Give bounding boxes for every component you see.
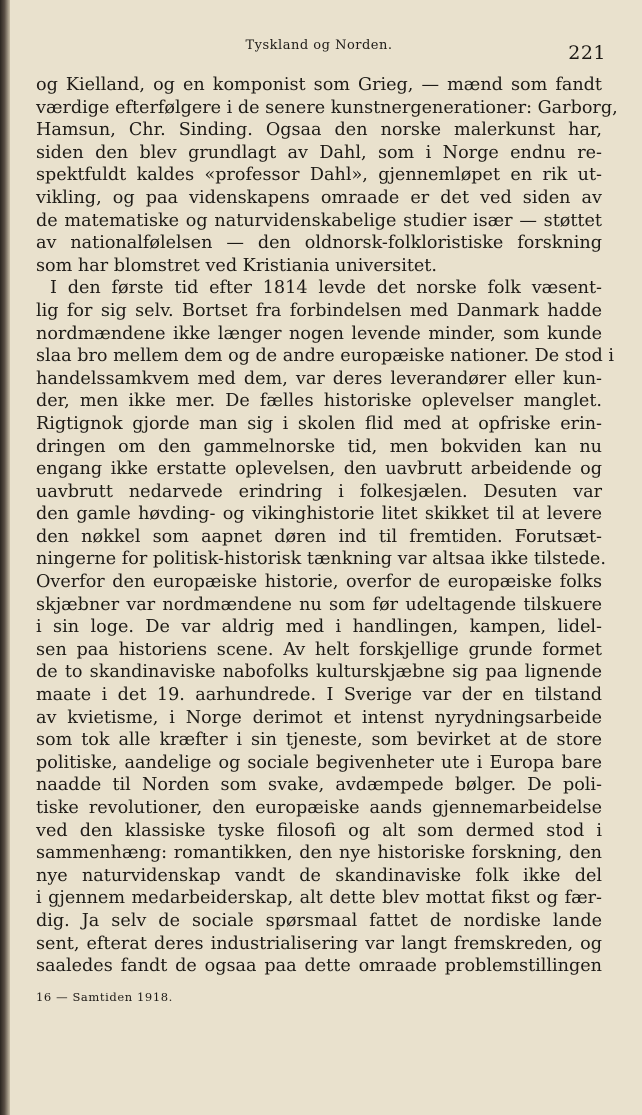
running-head — [36, 34, 606, 74]
text-line: nye naturvidenskap vandt de skandinaviske folk ikke del — [36, 865, 602, 886]
text-line: som tok alle kræfter i sin tjeneste, som bevirket at de store — [36, 730, 602, 751]
text-line: naadde til Norden som svake, avdæmpede bølger. De poli- — [36, 775, 602, 796]
text-line: I den første tid efter 1814 levde det norske folk væsent- — [50, 278, 602, 299]
text-line: dringen om den gammelnorske tid, men bokviden kan nu — [36, 436, 602, 457]
text-line: de matematiske og naturvidenskabelige studier især — støttet — [36, 210, 602, 231]
text-line: Rigtignok gjorde man sig i skolen flid med at opfriske erin- — [36, 413, 602, 434]
text-line: værdige efterfølgere i de senere kunstnergenerationer: Garborg, — [36, 97, 618, 118]
book-page — [36, 34, 618, 1004]
text-line: av nationalfølelsen — den oldnorsk-folkloristiske forskning — [36, 233, 602, 254]
signature-mark: 16 — Samtiden 1918. — [36, 989, 173, 1004]
text-line: tiske revolutioner, den europæiske aands gjennemarbeidelse — [36, 798, 602, 818]
text-line: sammenhæng: romantikken, den nye historiske forskning, den — [36, 843, 602, 864]
text-line: handelssamkvem med dem, var deres leverandører eller kun- — [36, 368, 602, 389]
text-line: de to skandinaviske nabofolks kulturskjæbne sig paa lignende — [36, 662, 602, 683]
paragraph-2 — [36, 277, 614, 977]
text-line: uavbrutt nedarvede erindring i folkesjælen. Desuten var — [36, 481, 602, 502]
text-line: nordmændene ikke længer nogen levende minder, som kunde — [36, 323, 602, 344]
text-line: den nøkkel som aapnet døren ind til fremtiden. Forutsæt- — [36, 526, 602, 547]
text-line: slaa bro mellem dem og de andre europæiske nationer. De stod i — [36, 346, 614, 367]
text-line: saaledes fandt de ogsaa paa dette omraade problemstillingen — [36, 956, 602, 977]
text-line: ved den klassiske tyske filosofi og alt som dermed stod i — [36, 820, 602, 841]
text-line: ningerne for politisk-historisk tænkning var altsaa ikke tilstede. — [36, 549, 606, 570]
text-line: av kvietisme, i Norge derimot et intenst nyrydningsarbeide — [36, 707, 602, 728]
text-line: og Kielland, og en komponist som Grieg, — mænd som fandt — [36, 75, 602, 95]
text-line: i gjennem medarbeiderskap, alt dette blev mottat fikst og fær- — [36, 888, 602, 909]
text-line: der, men ikke mer. De fælles historiske oplevelser manglet. — [36, 391, 602, 412]
text-line: i sin loge. De var aldrig med i handlingen, kampen, lidel- — [36, 617, 602, 638]
text-line: som har blomstret ved Kristiania universitet. — [36, 255, 437, 276]
text-line: Hamsun, Chr. Sinding. Ogsaa den norske malerkunst har, — [36, 120, 602, 141]
body-text — [36, 74, 618, 978]
text-line: spektfuldt kaldes «professor Dahl», gjennemløpet en rik ut- — [36, 165, 602, 186]
binding-shadow — [0, 0, 10, 1115]
text-line: politiske, aandelige og sociale begivenheter ute i Europa bare — [36, 752, 602, 773]
text-line: engang ikke erstatte oplevelsen, den uavbrutt arbeidende og — [36, 459, 602, 480]
text-line: dig. Ja selv de sociale spørsmaal fattet de nordiske lande — [36, 910, 602, 931]
text-line: den gamle høvding- og vikinghistorie litet skikket til at levere — [36, 504, 602, 525]
text-line: Overfor den europæiske historie, overfor de europæiske folks — [36, 572, 602, 593]
running-title: Tyskland og Norden. — [245, 38, 393, 53]
text-line: lig for sig selv. Bortset fra forbindelsen med Danmark hadde — [36, 300, 602, 321]
text-line: sent, efterat deres industrialisering var langt fremskreden, og — [36, 933, 602, 954]
text-line: maate i det 19. aarhundrede. I Sverige var der en tilstand — [36, 685, 602, 706]
page-number: 221 — [568, 42, 606, 64]
text-line: sen paa historiens scene. Av helt forskjellige grunde formet — [36, 639, 602, 660]
text-line: vikling, og paa videnskapens omraade er det ved siden av — [36, 187, 602, 208]
text-line: siden den blev grundlagt av Dahl, som i Norge endnu re- — [36, 142, 602, 163]
paragraph-1 — [36, 74, 618, 277]
text-line: skjæbner var nordmændene nu som før udeltagende tilskuere — [36, 594, 602, 615]
